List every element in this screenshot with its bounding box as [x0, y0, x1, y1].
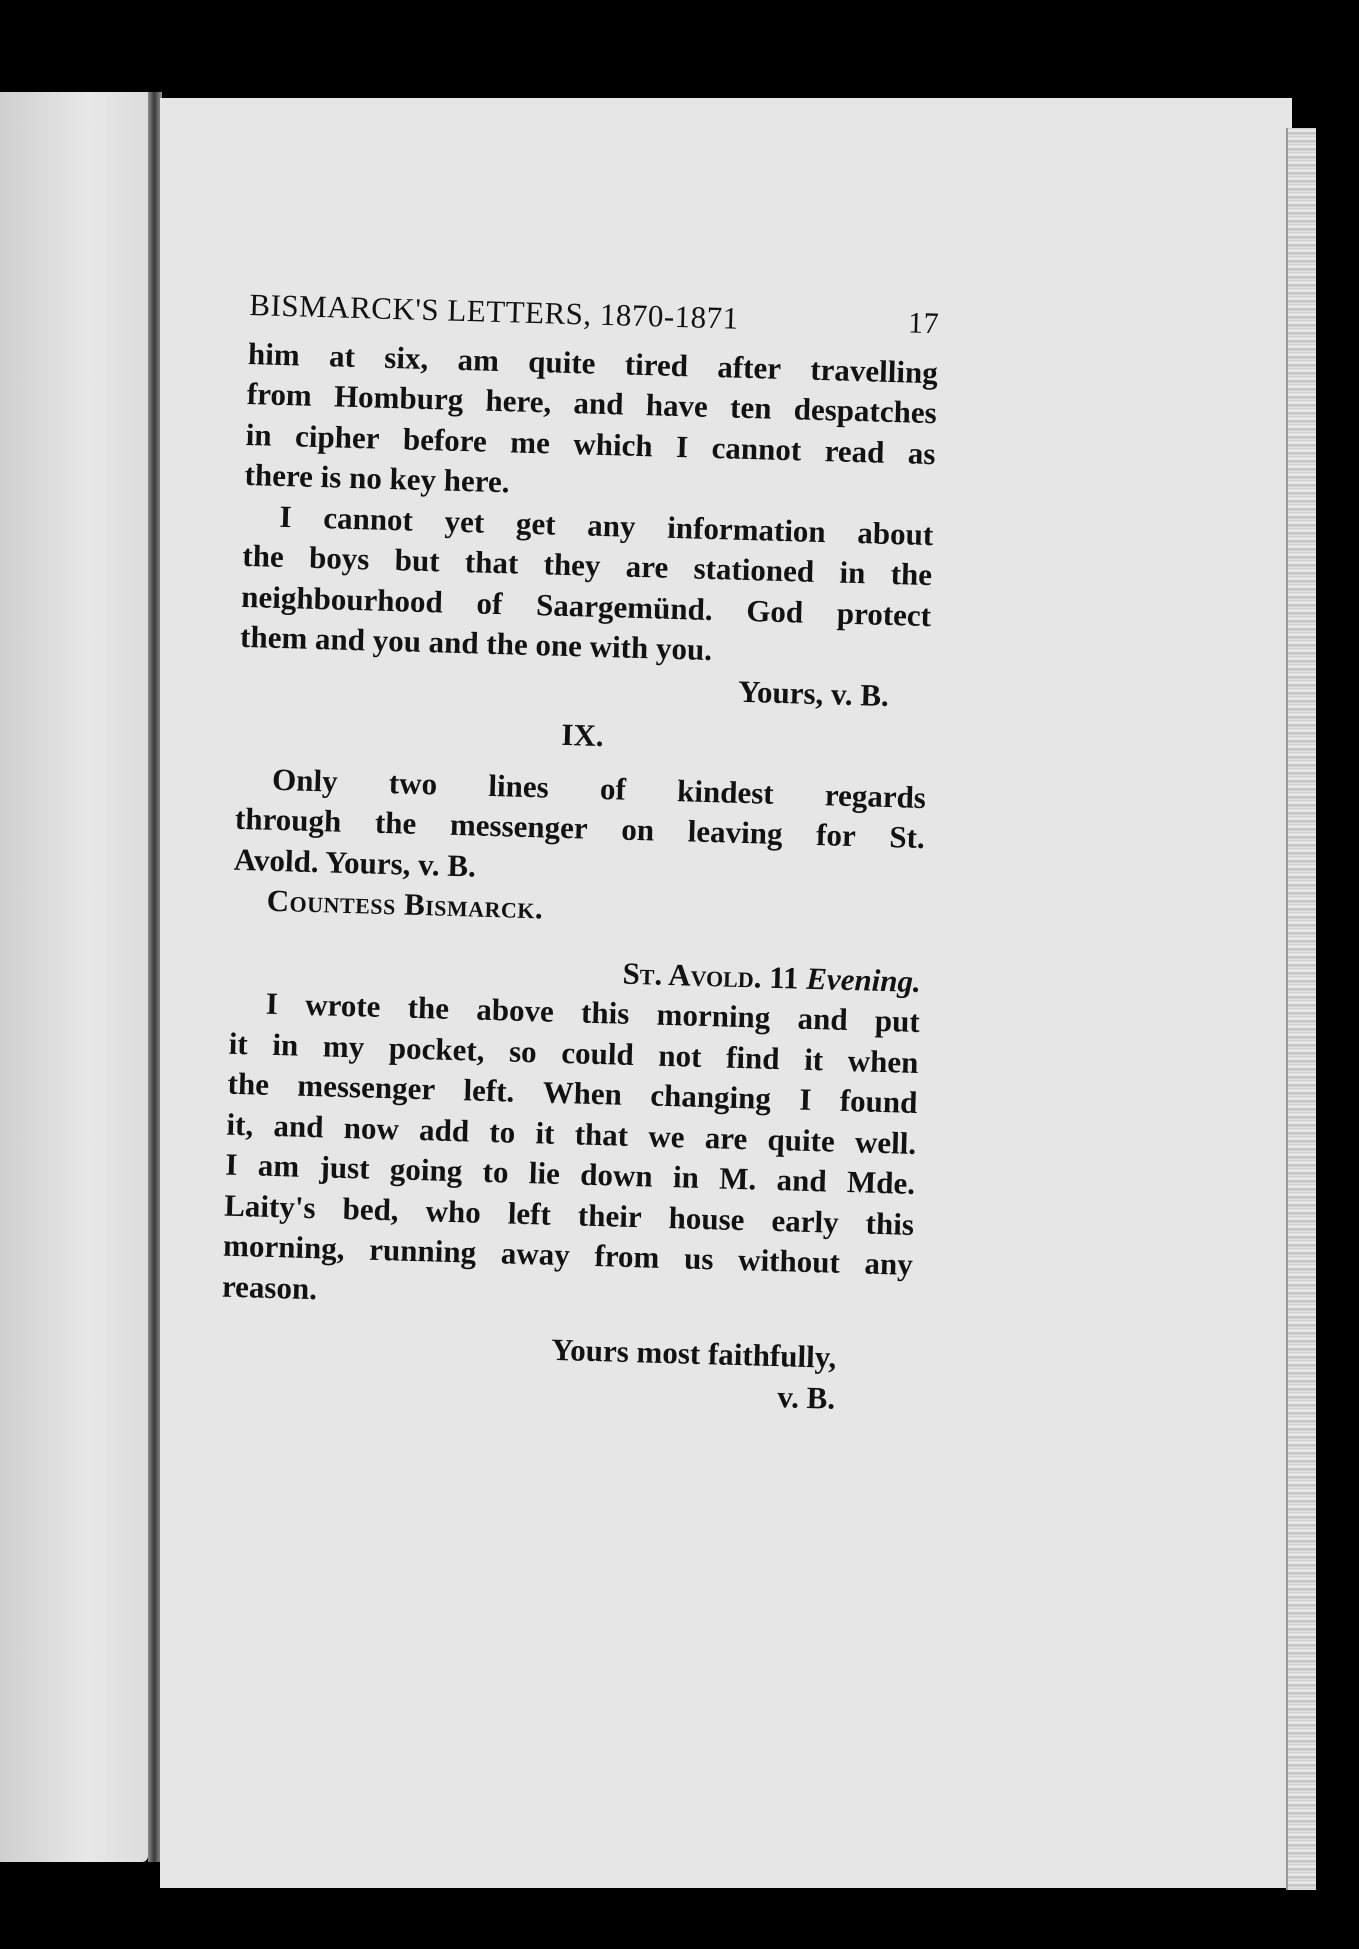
word: before: [402, 420, 488, 459]
word: house: [668, 1199, 745, 1237]
word: and: [273, 1107, 324, 1144]
word: protect: [836, 595, 932, 633]
word: which: [572, 425, 654, 463]
word: after: [716, 348, 782, 386]
word: from: [594, 1238, 660, 1275]
word: St.: [888, 819, 926, 856]
word: going: [389, 1151, 463, 1189]
word: I: [675, 428, 689, 464]
word: running: [368, 1231, 477, 1270]
word: I: [798, 1081, 812, 1117]
word: wrote: [304, 986, 381, 1024]
word: the: [227, 1065, 270, 1102]
word: of: [476, 584, 503, 621]
word: early: [771, 1202, 840, 1240]
word: leaving: [687, 813, 783, 852]
word: neighbourhood: [240, 578, 444, 620]
word: any: [586, 507, 637, 544]
word: lines: [487, 767, 550, 805]
text-line: reason.: [221, 1268, 318, 1306]
word: just: [319, 1149, 371, 1186]
word: and: [776, 1162, 828, 1199]
word: are: [625, 548, 669, 585]
word: M.: [718, 1160, 757, 1197]
letter-signature: Yours, v. B.: [737, 673, 890, 713]
closing: Yours most faithfully,: [550, 1331, 837, 1375]
word: left.: [463, 1072, 515, 1109]
word: this: [580, 994, 630, 1031]
word: ten: [729, 389, 772, 426]
running-title: BISMARCK'S LETTERS, 1870-1871: [248, 286, 740, 336]
place-name: St. Avold.: [622, 955, 763, 995]
word: cannot: [322, 499, 414, 538]
word: find: [725, 1039, 781, 1076]
page-fore-edge: [1286, 128, 1316, 1890]
word: cipher: [294, 417, 381, 456]
left-page-edge: [0, 92, 148, 1862]
word: add: [418, 1111, 470, 1148]
word: boys: [308, 539, 370, 577]
word: on: [620, 811, 655, 848]
word: two: [388, 764, 438, 801]
letter-continuation: [244, 333, 938, 514]
word: when: [847, 1042, 919, 1080]
word: despatches: [793, 391, 938, 431]
word: yet: [444, 503, 485, 540]
word: the: [374, 804, 417, 841]
word: Only: [271, 761, 339, 799]
word: Mde.: [846, 1164, 916, 1201]
word: me: [509, 423, 551, 460]
word: down: [579, 1156, 654, 1194]
word: found: [839, 1082, 918, 1120]
postscript: [221, 983, 920, 1326]
text-line: Avold. Yours, v. B.: [233, 841, 477, 884]
word: of: [599, 770, 627, 807]
word: messenger: [449, 806, 589, 846]
word: as: [907, 434, 936, 471]
word: am: [457, 341, 500, 378]
word: information: [666, 509, 827, 549]
word: this: [865, 1205, 915, 1242]
word: put: [874, 1002, 921, 1039]
text-line: them and you and the one with you.: [239, 618, 713, 668]
word: away: [500, 1235, 571, 1273]
word: it: [535, 1114, 555, 1151]
word: Laity's: [223, 1187, 317, 1225]
word: the: [890, 556, 933, 593]
word: the: [407, 989, 450, 1026]
word: am: [257, 1147, 300, 1184]
word: changing: [649, 1077, 772, 1116]
word: I: [265, 985, 279, 1022]
word: morning: [656, 996, 771, 1035]
word: here,: [485, 382, 552, 420]
word: I: [224, 1146, 239, 1182]
word: it: [228, 1025, 249, 1061]
word: not: [657, 1037, 702, 1074]
letter-body: [233, 758, 926, 899]
word: I: [279, 498, 293, 534]
word: it,: [226, 1106, 254, 1142]
word: their: [577, 1197, 643, 1234]
word: about: [856, 514, 934, 552]
word: kindest: [676, 772, 775, 811]
word: any: [864, 1245, 914, 1282]
word: to: [488, 1113, 516, 1150]
word: they: [543, 546, 601, 583]
word: we: [647, 1117, 686, 1154]
time-of-day: Evening.: [805, 960, 922, 999]
addressee: Countess Bismarck.: [266, 882, 544, 926]
word: pocket,: [388, 1029, 485, 1068]
word: bed,: [342, 1190, 400, 1228]
word: the: [241, 537, 285, 575]
word: him: [247, 335, 301, 372]
word: that: [464, 544, 519, 581]
word: from: [246, 375, 313, 413]
word: in: [245, 416, 273, 453]
word: read: [824, 432, 885, 470]
word: that: [574, 1115, 629, 1153]
page-number: 17: [907, 306, 940, 341]
word: for: [815, 817, 857, 854]
word: well.: [854, 1123, 917, 1161]
word: to: [482, 1153, 509, 1190]
word: get: [515, 505, 557, 542]
word: without: [737, 1242, 841, 1280]
word: six,: [383, 339, 429, 376]
word: now: [343, 1109, 400, 1146]
word: messenger: [296, 1067, 436, 1107]
word: my: [322, 1027, 365, 1064]
word: morning,: [222, 1227, 346, 1267]
text-line: there is no key here.: [244, 456, 511, 500]
word: Saargemünd.: [535, 586, 714, 627]
word: tired: [624, 346, 689, 383]
word: so: [508, 1033, 538, 1069]
word: and: [573, 385, 625, 422]
word: lie: [528, 1155, 561, 1191]
word: through: [234, 800, 342, 839]
word: us: [683, 1240, 714, 1277]
word: are: [704, 1119, 748, 1156]
letter-paragraph: [240, 495, 934, 676]
word: quite: [767, 1121, 836, 1159]
word: cannot: [711, 429, 802, 467]
word: left: [507, 1195, 552, 1232]
word: stationed: [693, 550, 815, 589]
closing-signature: v. B.: [776, 1378, 836, 1416]
word: When: [542, 1074, 623, 1112]
time: 11: [768, 959, 800, 996]
word: have: [645, 387, 709, 424]
word: and: [797, 1000, 849, 1037]
word: could: [560, 1034, 635, 1072]
word: at: [328, 337, 356, 374]
word: quite: [527, 343, 596, 381]
word: in: [839, 554, 866, 591]
word: above: [475, 991, 555, 1029]
word: regards: [824, 776, 927, 815]
word: in: [672, 1159, 700, 1195]
letter-number: IX.: [560, 716, 605, 754]
word: who: [425, 1192, 482, 1230]
word: in: [271, 1026, 299, 1063]
word: it: [803, 1041, 824, 1077]
word: God: [745, 592, 804, 630]
page-text: [219, 285, 940, 1421]
word: Homburg: [333, 378, 464, 417]
word: but: [394, 542, 441, 579]
word: travelling: [809, 351, 939, 390]
